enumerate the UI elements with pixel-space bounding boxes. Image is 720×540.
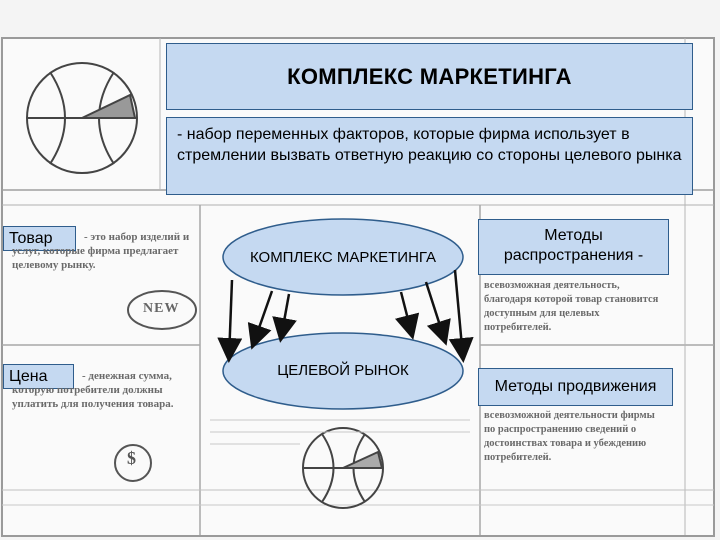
label-tovar: Товар [3,226,76,251]
definition-text: - набор переменных факторов, которые фирма использует в стремлении вызвать ответную реакцию со стороны целевого рынка [166,117,693,195]
scan-tovar-text: - это набор изделий и услуг, которые фирма предлагает целевому рынку. [12,231,190,271]
scan-promotion-text: всевозможной деятельности фирмы по распространению сведений о достоинствах товара и убеждению потребителей. [484,410,655,463]
oval-marketing-mix-label: КОМПЛЕКС МАРКЕТИНГА [249,249,437,266]
slide-title: КОМПЛЕКС МАРКЕТИНГА [166,43,693,110]
scan-new-badge: NEW [143,301,180,316]
label-tsena: Цена [3,364,74,389]
label-methods-distribution: Методы распространения - [478,219,669,275]
oval-target-market-label: ЦЕЛЕВОЙ РЫНОК [277,362,409,379]
scan-tsena-text: - денежная сумма, которую потребители должны уплатить для получения товара. [12,370,174,410]
label-methods-promotion: Методы продвижения [478,368,673,406]
scan-dollar: $ [127,448,136,468]
scan-distribution-text: всевозможная деятельность, благодаря которой товар становится доступным для целевых потребителей. [484,280,659,333]
